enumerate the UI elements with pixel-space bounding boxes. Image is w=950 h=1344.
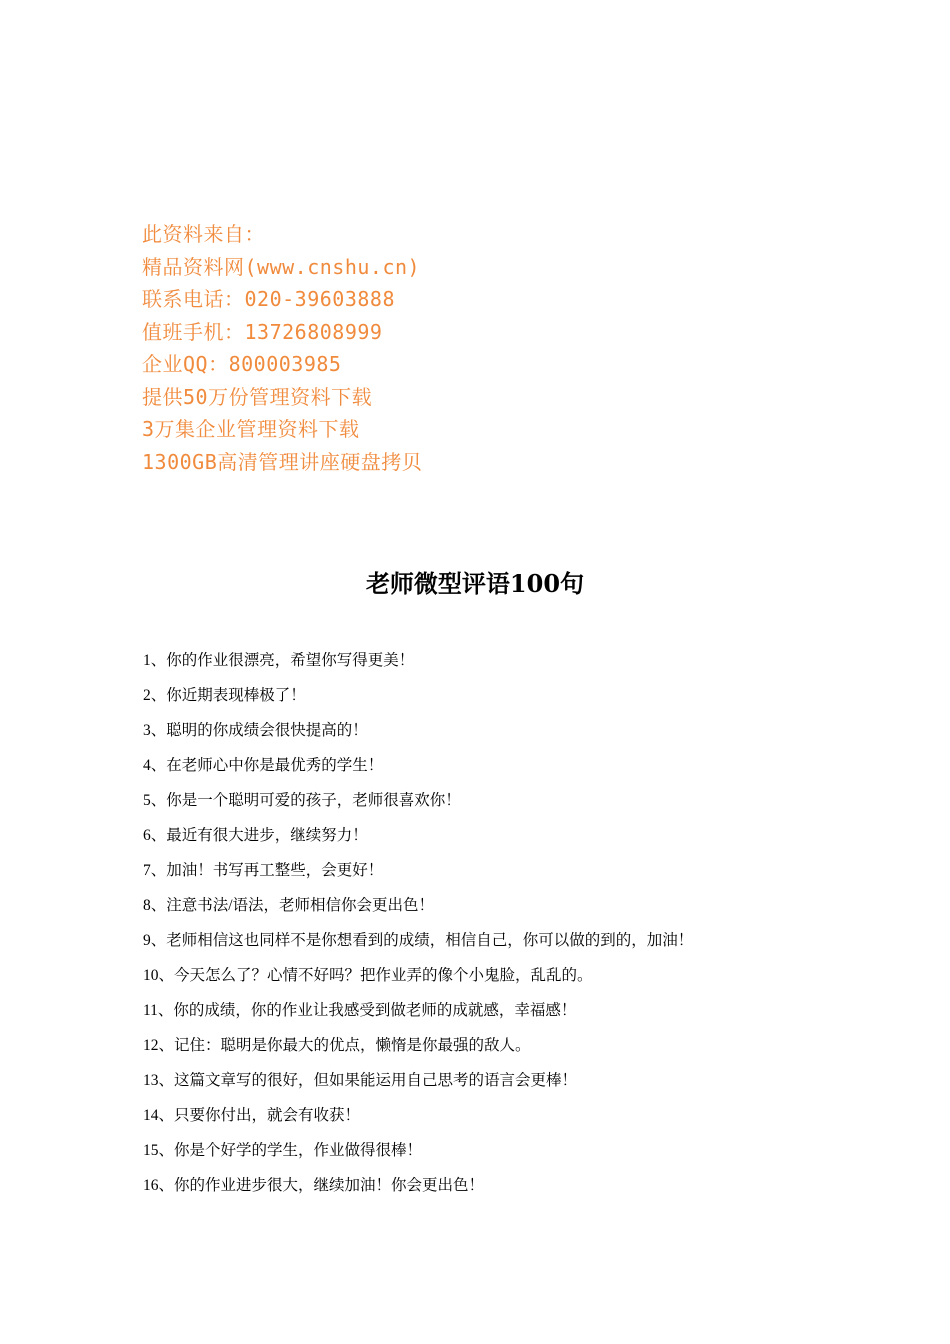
comment-item: 16、你的作业进步很大，继续加油！你会更出色！	[143, 1177, 485, 1194]
source-line-phone: 联系电话：020-39603888	[142, 287, 395, 311]
comment-list	[143, 643, 843, 1203]
comment-item: 7、加油！书写再工整些，会更好！	[143, 862, 384, 879]
comment-item: 3、聪明的你成绩会很快提高的！	[143, 722, 368, 739]
comment-item: 1、你的作业很漂亮，希望你写得更美！	[143, 652, 415, 669]
comment-item: 12、记住：聪明是你最大的优点，懒惰是你最强的敌人。	[143, 1037, 531, 1054]
comment-item: 6、最近有很大进步，继续努力！	[143, 827, 368, 844]
comment-item: 5、你是一个聪明可爱的孩子，老师很喜欢你！	[143, 792, 461, 809]
comment-item: 15、你是个好学的学生，作业做得很棒！	[143, 1142, 423, 1159]
source-info-block	[142, 218, 642, 478]
source-line-qq: 企业QQ：800003985	[142, 352, 342, 376]
comment-item: 14、只要你付出，就会有收获！	[143, 1107, 361, 1124]
comment-item: 8、注意书法/语法，老师相信你会更出色！	[143, 897, 435, 914]
comment-item: 4、在老师心中你是最优秀的学生！	[143, 757, 384, 774]
comment-item: 10、今天怎么了？心情不好吗？把作业弄的像个小鬼脸，乱乱的。	[143, 967, 593, 984]
comment-item: 9、老师相信这也同样不是你想看到的成绩，相信自己，你可以做的到的，加油！	[143, 932, 694, 949]
source-line-offer-1: 提供50万份管理资料下载	[142, 384, 373, 409]
source-line-offer-3: 1300GB高清管理讲座硬盘拷贝	[142, 449, 423, 474]
source-line-offer-2: 3万集企业管理资料下载	[142, 417, 360, 441]
source-line-header: 此资料来自：	[142, 222, 265, 246]
source-line-mobile: 值班手机：13726808999	[142, 319, 383, 344]
comment-item: 11、你的成绩，你的作业让我感受到做老师的成就感，幸福感！	[143, 1002, 577, 1019]
document-title: 老师微型评语100句	[365, 569, 585, 598]
comment-item: 13、这篇文章写的很好，但如果能运用自己思考的语言会更棒！	[143, 1072, 578, 1089]
comment-item: 2、你近期表现棒极了！	[143, 687, 306, 704]
source-line-website: 精品资料网(www.cnshu.cn)	[142, 254, 421, 279]
